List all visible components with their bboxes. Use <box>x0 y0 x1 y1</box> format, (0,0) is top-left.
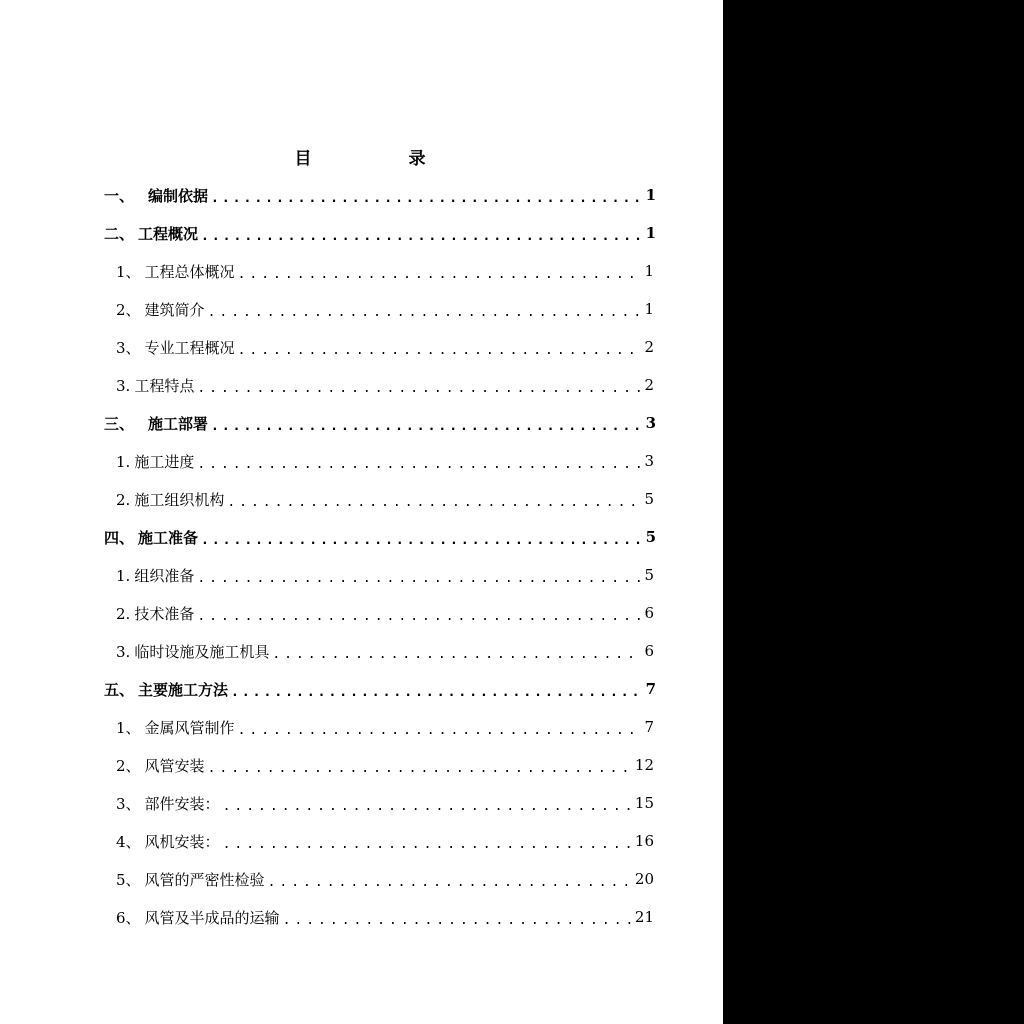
dot-leader <box>201 533 643 548</box>
toc-entry[interactable] <box>104 594 656 632</box>
toc-entry-text <box>116 451 194 472</box>
toc-entry-number: 2、 <box>116 300 141 319</box>
toc-entry[interactable] <box>104 708 656 746</box>
toc-entry-label: 施工进度 <box>134 452 195 471</box>
toc-entry-number: 3. <box>116 376 131 395</box>
toc-entry-number: 1、 <box>116 718 141 737</box>
toc-entry-page: 16 <box>634 832 654 850</box>
toc-entry-number: 6、 <box>116 908 141 927</box>
toc-entry-text <box>116 565 194 586</box>
toc-entry-page: 6 <box>644 604 654 622</box>
dot-leader <box>227 495 641 510</box>
toc-entry-page: 7 <box>644 718 654 736</box>
toc-entry-number: 3、 <box>116 794 141 813</box>
toc-entry-page: 7 <box>645 680 656 698</box>
toc-entry-text <box>116 793 220 814</box>
toc-entry-page: 12 <box>634 756 654 774</box>
toc-entry[interactable] <box>104 632 656 670</box>
toc-entry-page: 1 <box>645 224 656 242</box>
toc-entry-number: 2、 <box>116 756 141 775</box>
toc-entry-text <box>116 717 235 738</box>
toc-entry-page: 5 <box>645 528 656 546</box>
toc-entry-number: 2. <box>116 490 131 509</box>
toc-entry-label: 风管安装 <box>144 756 205 775</box>
dot-leader <box>223 837 632 852</box>
toc-entry-label: 主要施工方法 <box>138 680 229 699</box>
toc-entry-text <box>116 375 194 396</box>
toc-entry-text <box>116 907 280 928</box>
toc-entry-page: 5 <box>644 490 654 508</box>
dot-leader <box>208 761 632 776</box>
dot-leader <box>197 457 641 472</box>
toc-entry-label: 施工准备 <box>138 528 199 547</box>
dot-leader <box>208 305 641 320</box>
toc-entry-label: 临时设施及施工机具 <box>134 642 270 661</box>
toc-entry-number: 一、 <box>104 186 135 205</box>
dot-leader <box>197 609 641 624</box>
toc-entry-label: 风机安装： <box>144 832 220 851</box>
toc-entry-label: 建筑简介 <box>144 300 205 319</box>
toc-entry-label: 金属风管制作 <box>144 718 235 737</box>
toc-entry-label: 部件安装： <box>144 794 220 813</box>
dot-leader <box>272 647 641 662</box>
toc-entry-page: 20 <box>634 870 654 888</box>
dot-leader <box>197 571 641 586</box>
toc-entry-text <box>116 603 194 624</box>
toc-entry-number: 四、 <box>104 528 135 547</box>
dot-leader <box>283 913 632 928</box>
toc-entry-label: 工程特点 <box>134 376 195 395</box>
toc-entry-number: 二、 <box>104 224 135 243</box>
toc-entry-page: 2 <box>644 376 654 394</box>
toc-entry-page: 3 <box>644 452 654 470</box>
toc-entry-label: 施工组织机构 <box>134 490 225 509</box>
toc-entry-label: 风管的严密性检验 <box>144 870 265 889</box>
toc-entry[interactable] <box>104 480 656 518</box>
toc-entry-text <box>116 489 224 510</box>
black-margin <box>723 0 1024 1024</box>
toc-entry-page: 15 <box>634 794 654 812</box>
toc-entry-label: 工程概况 <box>138 224 199 243</box>
toc-entry-page: 6 <box>644 642 654 660</box>
toc-entry[interactable] <box>104 442 656 480</box>
toc-entry-label: 风管及半成品的运输 <box>144 908 280 927</box>
toc-entry-text <box>104 223 198 244</box>
toc-entry-label: 组织准备 <box>134 566 195 585</box>
toc-entry-number: 1. <box>116 566 131 585</box>
dot-leader <box>238 343 641 358</box>
toc-entry-number: 3、 <box>116 338 141 357</box>
dot-leader <box>231 685 643 700</box>
toc-entry-number: 5、 <box>116 870 141 889</box>
toc-entry-page: 1 <box>644 262 654 280</box>
toc-entry-page: 2 <box>644 338 654 356</box>
toc-entry-text <box>116 261 235 282</box>
dot-leader <box>211 419 643 434</box>
toc-entry[interactable] <box>104 328 656 366</box>
toc-entry-text <box>116 755 205 776</box>
toc-entry[interactable] <box>104 366 656 404</box>
toc-entry-label: 技术准备 <box>134 604 195 623</box>
toc-entry[interactable] <box>104 518 656 556</box>
toc-entry-page: 21 <box>634 908 654 926</box>
toc-entry[interactable] <box>104 404 656 442</box>
toc-entry-label: 施工部署 <box>148 414 209 433</box>
toc-entry-text <box>116 831 220 852</box>
table-of-contents <box>104 176 656 936</box>
toc-entry[interactable] <box>104 252 656 290</box>
toc-entry-text <box>104 185 208 206</box>
toc-entry-text <box>116 641 269 662</box>
toc-entry[interactable] <box>104 784 656 822</box>
toc-entry-number: 2. <box>116 604 131 623</box>
toc-entry-number: 五、 <box>104 680 135 699</box>
toc-entry[interactable] <box>104 746 656 784</box>
toc-entry-page: 1 <box>644 300 654 318</box>
toc-entry-page: 5 <box>644 566 654 584</box>
toc-entry[interactable] <box>104 822 656 860</box>
toc-entry-number: 3. <box>116 642 131 661</box>
toc-entry[interactable] <box>104 898 656 936</box>
toc-entry-number: 4、 <box>116 832 141 851</box>
toc-entry[interactable] <box>104 860 656 898</box>
toc-entry-label: 专业工程概况 <box>144 338 235 357</box>
dot-leader <box>238 267 641 282</box>
toc-entry-text <box>104 679 228 700</box>
toc-entry-text <box>104 413 208 434</box>
toc-entry-text <box>116 299 205 320</box>
toc-entry-page: 1 <box>645 186 656 204</box>
toc-entry-text <box>116 869 265 890</box>
dot-leader <box>268 875 632 890</box>
toc-entry-number: 1. <box>116 452 131 471</box>
dot-leader <box>211 191 643 206</box>
toc-entry-text <box>104 527 198 548</box>
toc-entry-text <box>116 337 235 358</box>
dot-leader <box>223 799 632 814</box>
toc-entry-number: 1、 <box>116 262 141 281</box>
toc-entry[interactable] <box>104 176 656 214</box>
toc-entry-label: 编制依据 <box>148 186 209 205</box>
toc-entry-label: 工程总体概况 <box>144 262 235 281</box>
toc-entry[interactable] <box>104 214 656 252</box>
dot-leader <box>238 723 641 738</box>
toc-entry-page: 3 <box>645 414 656 432</box>
toc-entry[interactable] <box>104 670 656 708</box>
toc-entry[interactable] <box>104 556 656 594</box>
dot-leader <box>197 381 641 396</box>
dot-leader <box>201 229 643 244</box>
toc-entry-number: 三、 <box>104 414 135 433</box>
toc-entry[interactable] <box>104 290 656 328</box>
toc-title: 目 录 <box>294 149 466 169</box>
